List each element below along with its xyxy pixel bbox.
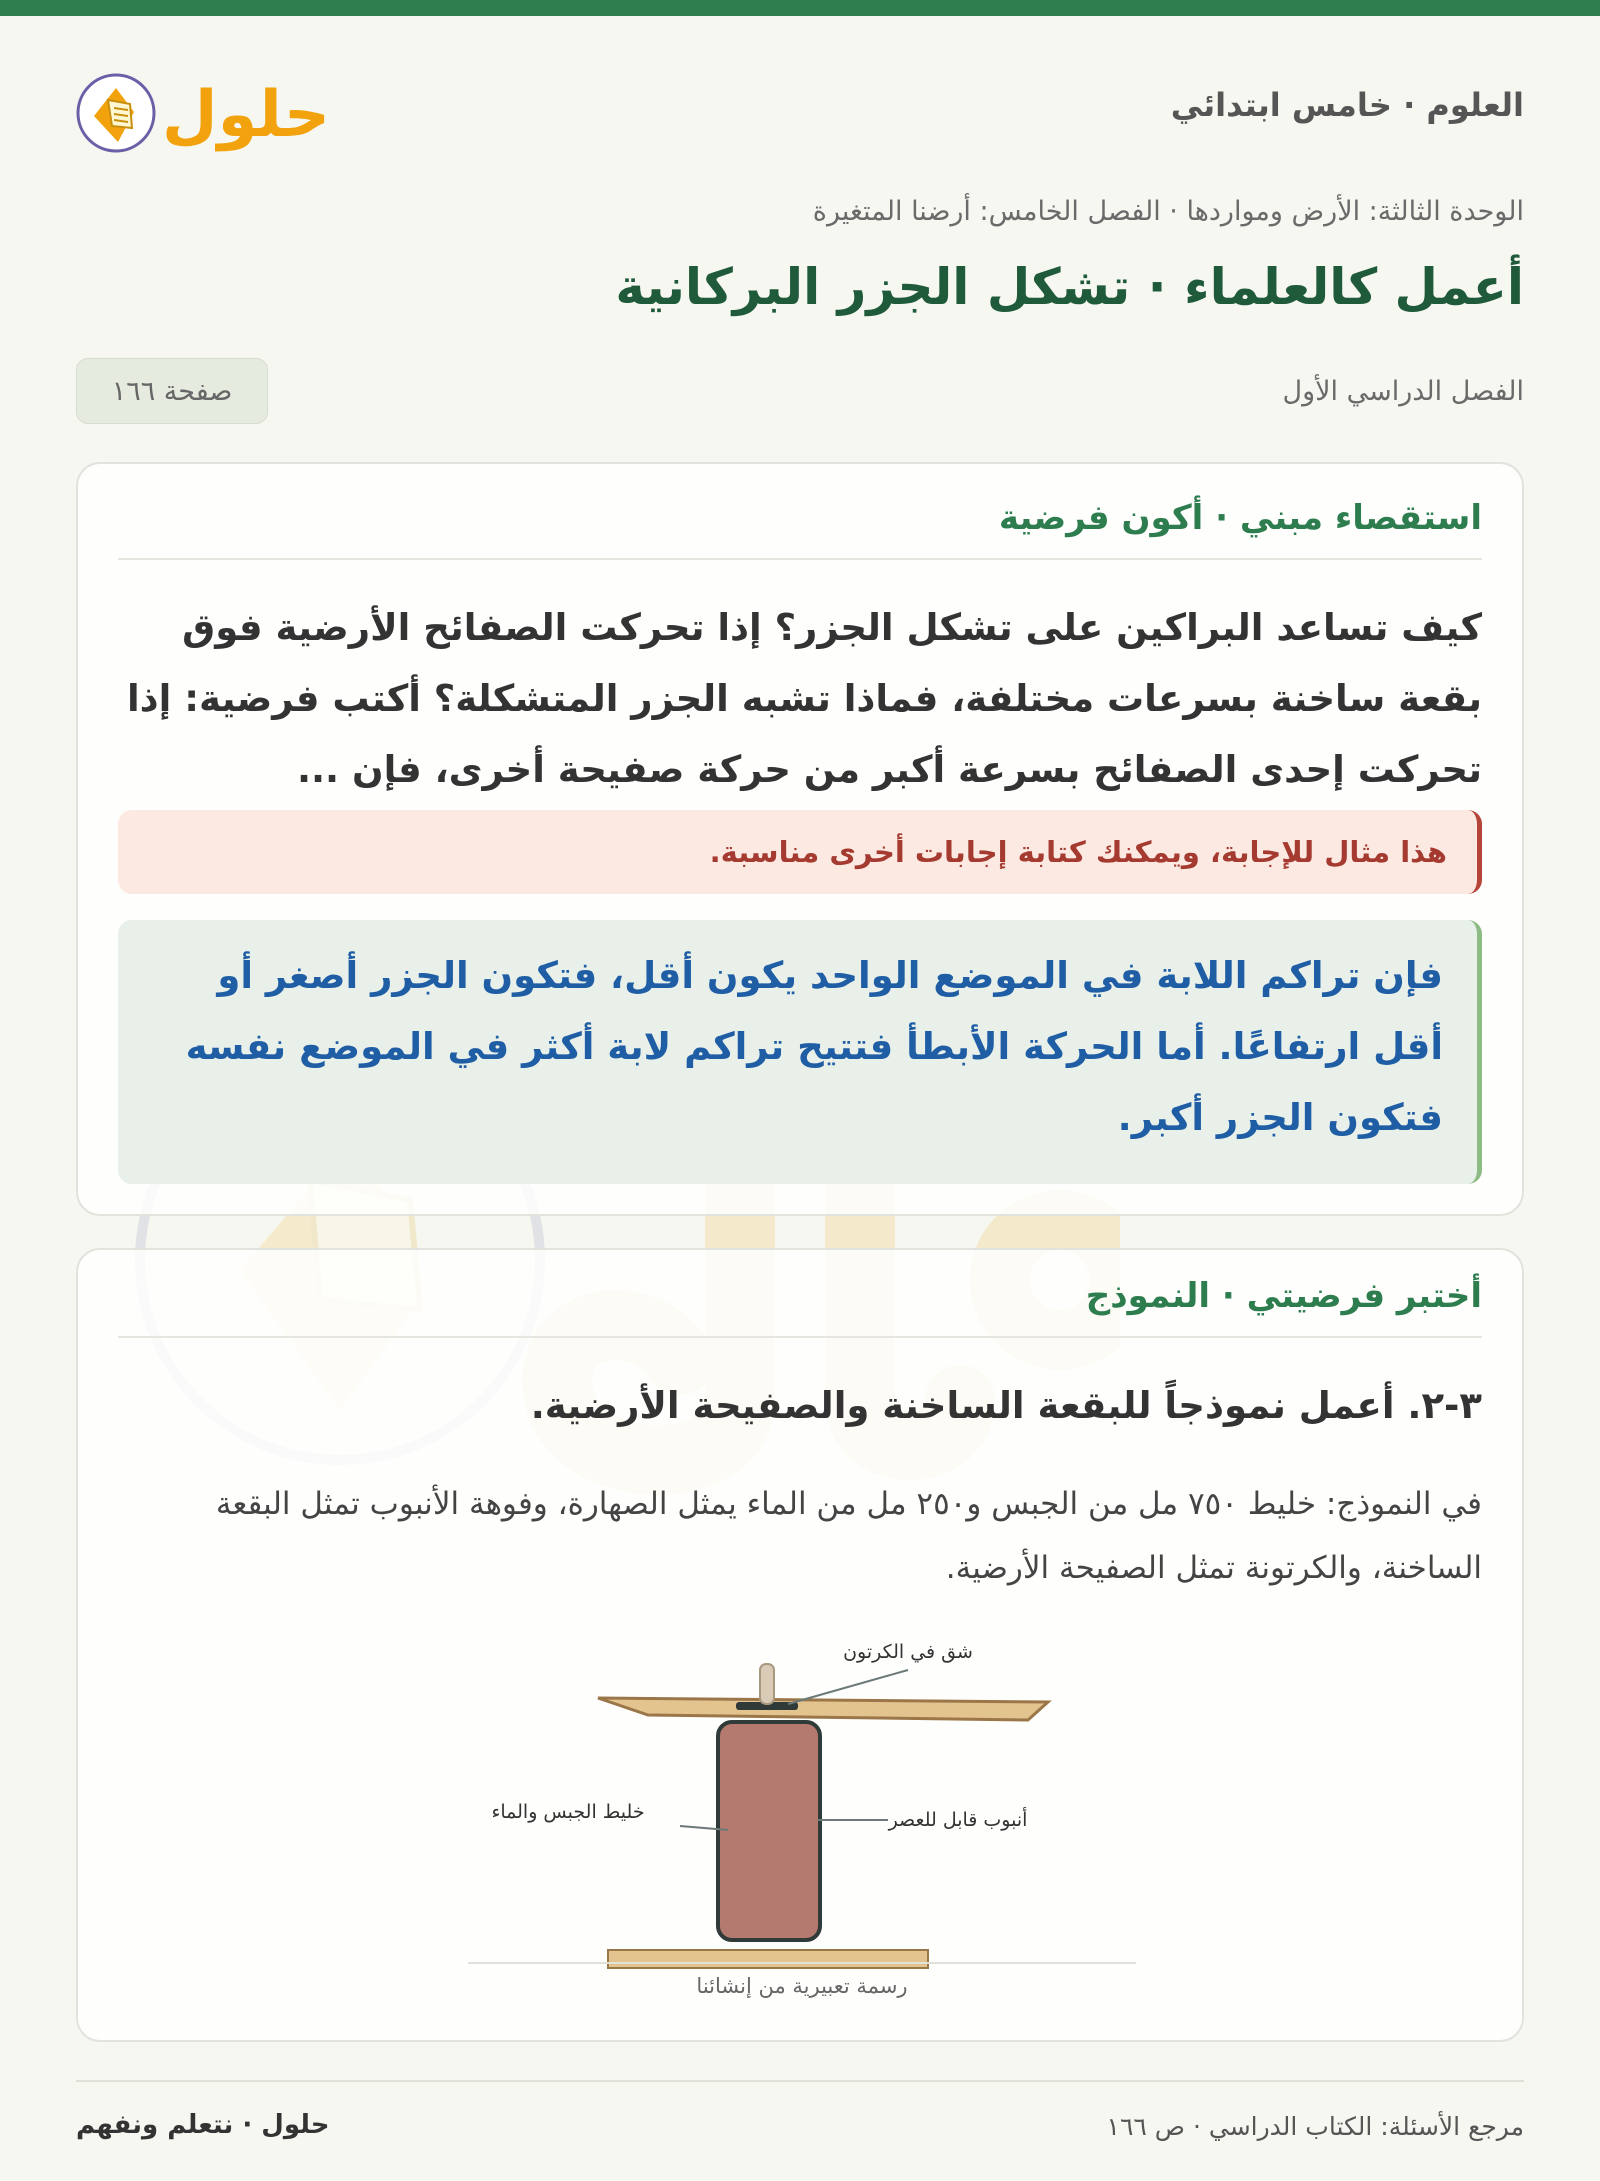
footer-reference: مرجع الأسئلة: الكتاب الدراسي · ص ١٦٦	[1106, 2112, 1524, 2141]
page-header	[76, 50, 1524, 160]
section-heading: أختبر فرضيتي · النموذج	[118, 1276, 1482, 1338]
term-label: الفصل الدراسي الأول	[1282, 376, 1524, 407]
model-diagram	[468, 1620, 1148, 1980]
question-text: كيف تساعد البراكين على تشكل الجزر؟ إذا تحركت الصفائح الأرضية فوق بقعة ساخنة بسرعات مختلفة، فماذا تشبه الجزر المتشكلة؟ أكتب فرضية: إذا تحركت إحدى الصفائح بسرعة أكبر من حركة صفيحة أخرى، فإن ...	[126, 606, 1482, 791]
footer-divider	[76, 2080, 1524, 2082]
section-heading: استقصاء مبني · أكون فرضية	[118, 498, 1482, 560]
model-card	[76, 1248, 1524, 2042]
model-description: في النموذج: خليط ٧٥٠ مل من الجبس و٢٥٠ مل من الماء يمثل الصهارة، وفوهة الأنبوب تمثل البقعة الساخنة، والكرتونة تمثل الصفيحة الأرضية.	[215, 1486, 1482, 1586]
label-mixture: خليط الجبس والماء	[491, 1801, 645, 1823]
label-slit: شق في الكرتون	[843, 1641, 973, 1663]
sample-answer-note	[118, 810, 1482, 894]
cardboard-plate	[598, 1698, 1048, 1720]
hypothesis-card	[76, 462, 1524, 1216]
subject-grade-label: العلوم · خامس ابتدائي	[1170, 86, 1524, 124]
breadcrumb: الوحدة الثالثة: الأرض ومواردها · الفصل الخامس: أرضنا المتغيرة	[812, 196, 1524, 227]
answer-box: فإن تراكم اللابة في الموضع الواحد يكون أقل، فتكون الجزر أصغر أو أقل ارتفاعًا. أما الحركة الأبطأ فتتيح تراكم لابة أكثر في الموضع نفسه فتكون الجزر أكبر.	[118, 920, 1482, 1184]
page-number-badge: صفحة ١٦٦	[76, 358, 268, 424]
step-title: ٣-٢. أعمل نموذجاً للبقعة الساخنة والصفيحة الأرضية.	[530, 1384, 1482, 1427]
page-title: أعمل كالعلماء · تشكل الجزر البركانية	[615, 258, 1524, 316]
hulul-logo-icon	[76, 50, 336, 160]
svg-text:حلول: حلول	[162, 78, 330, 152]
tube-nozzle	[760, 1664, 774, 1704]
figure-caption: رسمة تعبيرية من إنشائنا	[468, 1962, 1136, 1998]
label-tube: أنبوب قابل للعصر	[888, 1809, 1028, 1831]
top-accent-bar	[0, 0, 1600, 16]
brand-logo[interactable]	[76, 50, 336, 160]
squeezable-tube	[718, 1722, 820, 1940]
note-text: هذا مثال للإجابة، ويمكنك كتابة إجابات أخرى مناسبة.	[709, 835, 1447, 869]
footer-slogan: حلول · نتعلم ونفهم	[76, 2110, 330, 2140]
